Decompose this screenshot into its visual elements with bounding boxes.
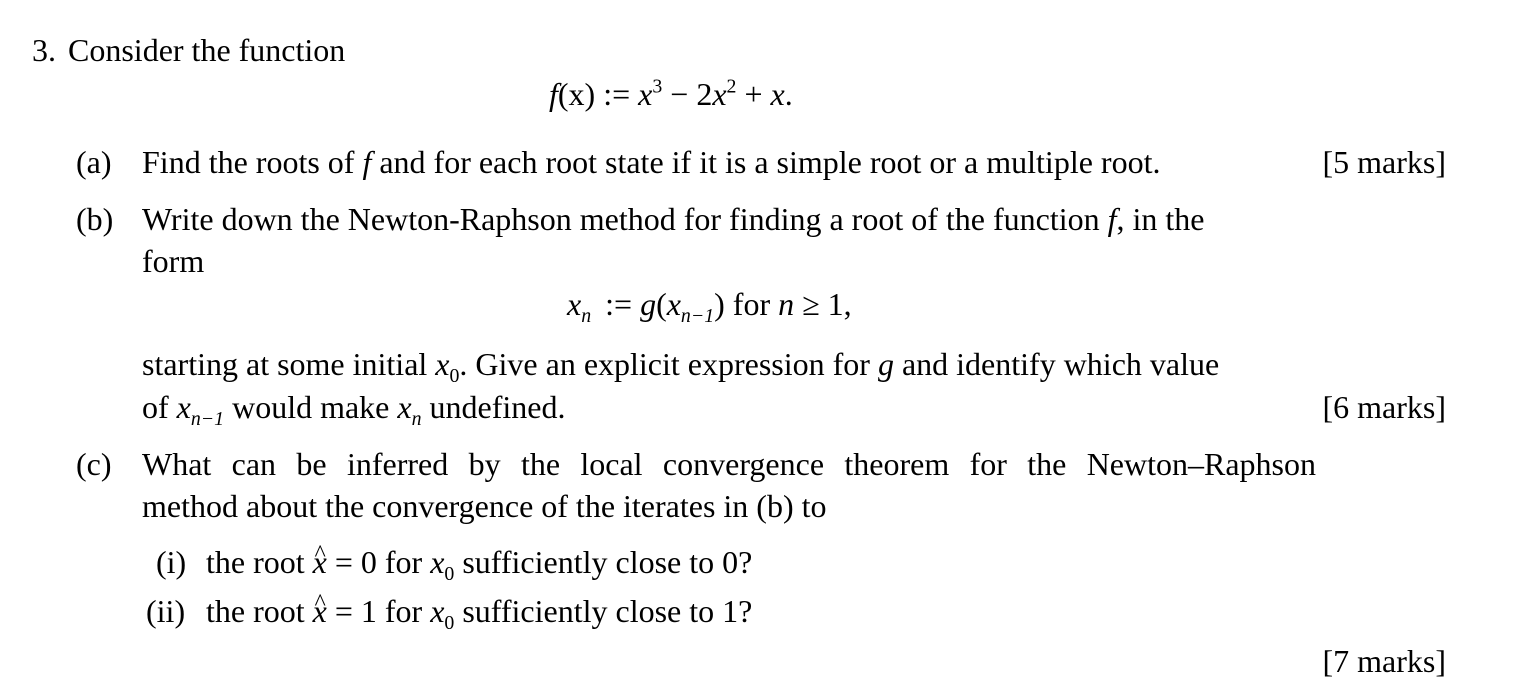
- part-c-i-text: the root x ^ = 0 for $x_0$ sufficiently close to 0?: [206, 546, 752, 578]
- part-c-line2: method about the convergence of the iterates in (b) to: [142, 488, 827, 524]
- part-b-label: (b): [76, 201, 114, 237]
- question-intro: Consider the function: [68, 32, 346, 68]
- newton-iteration-equation: $x_n$ := $g(x_{n-1})$ for n ≥ 1,: [567, 286, 852, 327]
- part-c-marks: [7 marks]: [1322, 643, 1446, 679]
- question-number: 3.: [32, 32, 56, 68]
- question-header: [32, 34, 345, 66]
- part-a-text: Find the roots of f and for each root state if it is a simple root or a multiple root.: [142, 144, 1161, 180]
- part-b-line1: Write down the Newton-Raphson method for finding a root of the function f, in the: [142, 201, 1205, 237]
- part-b-marks: [6 marks]: [1322, 389, 1446, 425]
- part-a-label: (a): [76, 144, 112, 180]
- part-b-line4: of $x_{n-1}$ would make $x_n$ undefined.: [142, 389, 566, 430]
- part-b-line3: starting at some initial $x_0$. Give an explicit expression for g and identify which value: [142, 346, 1220, 387]
- part-c-ii-text: the root x ^ = 1 for $x_0$ sufficiently close to 1?: [206, 595, 752, 627]
- part-a-marks: [5 marks]: [1322, 144, 1446, 180]
- part-c-i-label: (i): [156, 544, 187, 580]
- function-definition: f(x) := $x^3 - 2x^2 + x$.: [549, 75, 793, 112]
- part-b-line2: form: [142, 243, 205, 279]
- x-hat-symbol: x ^: [313, 595, 327, 627]
- part-c-line1: What can be inferred by the local convergence theorem for the Newton–Raphson: [142, 446, 1316, 482]
- part-c-ii-label: (ii): [146, 593, 186, 629]
- part-c-label: (c): [76, 446, 112, 482]
- x-hat-symbol: x ^: [313, 546, 327, 578]
